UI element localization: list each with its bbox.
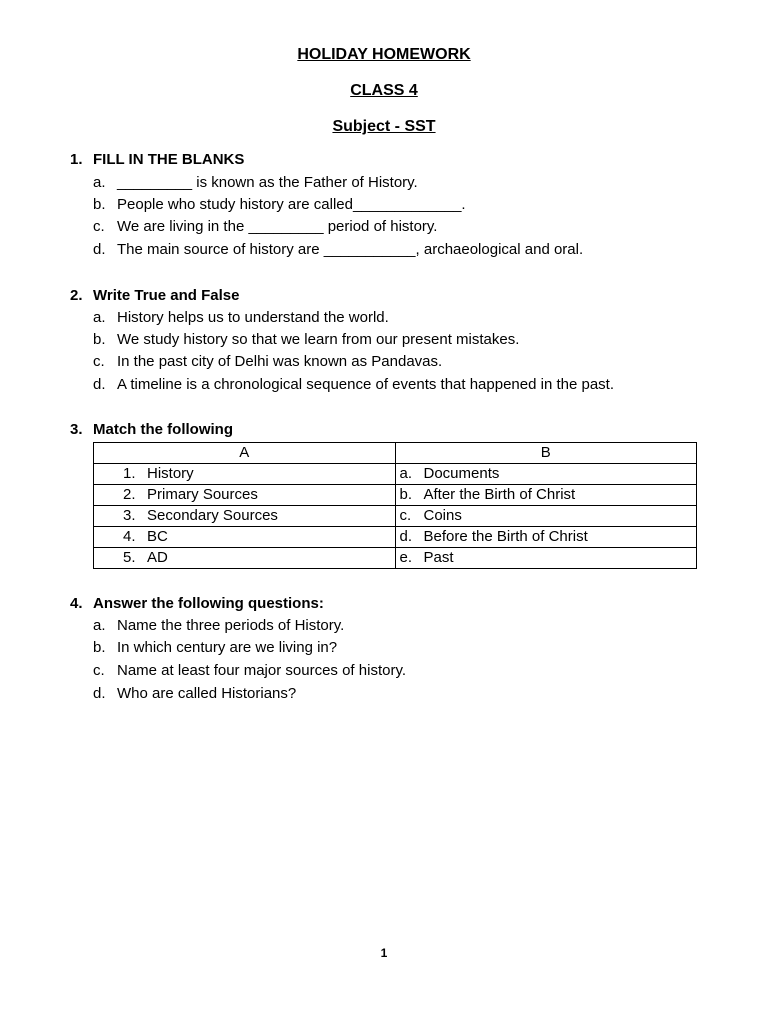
table-row [94,506,697,527]
list-item [93,639,337,656]
item-text: The main source of history are ___________, archaeological and oral. [117,241,584,258]
list-item [93,331,519,348]
list-item [93,662,406,679]
row-letter: a. [399,465,413,482]
list-item [93,174,418,191]
row-number: 2. [123,486,136,503]
table-row [94,548,697,569]
table-cell-b [395,464,697,485]
item-letter: d. [93,685,106,702]
item-letter: b. [93,196,106,213]
section-3-heading [70,421,233,438]
row-letter: e. [399,549,413,566]
section-title: Answer the following questions: [93,595,324,612]
item-text: A timeline is a chronological sequence of events that happened in the past. [117,376,614,393]
list-item [93,241,583,258]
list-item [93,376,614,393]
table-cell-b [395,548,697,569]
item-letter: a. [93,174,106,191]
item-text: History helps us to understand the world. [117,309,389,326]
row-text: Coins [423,507,462,524]
row-text: Primary Sources [147,486,258,503]
row-text: BC [147,528,168,545]
item-letter: c. [93,218,105,235]
row-text: Secondary Sources [147,507,278,524]
row-letter: b. [399,486,413,503]
table-cell-a [94,548,396,569]
row-letter: d. [399,528,413,545]
item-letter: b. [93,639,106,656]
table-cell-b [395,527,697,548]
section-number: 1. [70,151,83,168]
item-letter: a. [93,309,106,326]
column-b-header: B [395,443,697,464]
section-title: Match the following [93,421,233,438]
class-label: CLASS 4 [350,82,418,99]
row-number: 3. [123,507,136,524]
item-letter: b. [93,331,106,348]
table-cell-a [94,506,396,527]
table-row [94,527,697,548]
item-text: Name the three periods of History. [117,617,345,634]
item-text: In the past city of Delhi was known as Pandavas. [117,353,443,370]
list-item [93,617,344,634]
section-number: 3. [70,421,83,438]
section-number: 4. [70,595,83,612]
page-number: 1 [380,946,388,960]
row-text: After the Birth of Christ [423,486,576,503]
table-header-row [94,443,697,464]
item-letter: c. [93,662,105,679]
item-letter: d. [93,376,106,393]
list-item [93,353,442,370]
match-table [93,442,697,569]
row-text: Before the Birth of Christ [423,528,588,545]
table-cell-a [94,527,396,548]
table-row [94,464,697,485]
document-title: HOLIDAY HOMEWORK [297,46,471,63]
item-text: We are living in the _________ period of history. [117,218,438,235]
item-letter: c. [93,353,105,370]
table-cell-a [94,485,396,506]
item-text: We study history so that we learn from our present mistakes. [117,331,520,348]
subject-label: Subject - SST [332,118,436,135]
table-cell-b [395,485,697,506]
row-number: 4. [123,528,136,545]
row-text: Past [423,549,454,566]
list-item [93,218,437,235]
section-number: 2. [70,287,83,304]
section-1-heading [70,151,244,168]
list-item [93,685,296,702]
section-2-heading [70,287,239,304]
row-text: Documents [423,465,500,482]
row-number: 5. [123,549,136,566]
item-text: Who are called Historians? [117,685,297,702]
section-title: FILL IN THE BLANKS [93,151,245,168]
list-item [93,309,389,326]
item-text: Name at least four major sources of history. [117,662,406,679]
row-number: 1. [123,465,136,482]
section-4-heading [70,595,324,612]
item-letter: a. [93,617,106,634]
column-a-header: A [94,443,396,464]
row-letter: c. [399,507,412,524]
table-cell-a [94,464,396,485]
row-text: History [147,465,194,482]
item-letter: d. [93,241,106,258]
list-item [93,196,466,213]
item-text: In which century are we living in? [117,639,338,656]
row-text: AD [147,549,168,566]
section-title: Write True and False [93,287,240,304]
table-cell-b [395,506,697,527]
item-text: People who study history are called_____________. [117,196,466,213]
item-text: _________ is known as the Father of History. [117,174,418,191]
table-row [94,485,697,506]
